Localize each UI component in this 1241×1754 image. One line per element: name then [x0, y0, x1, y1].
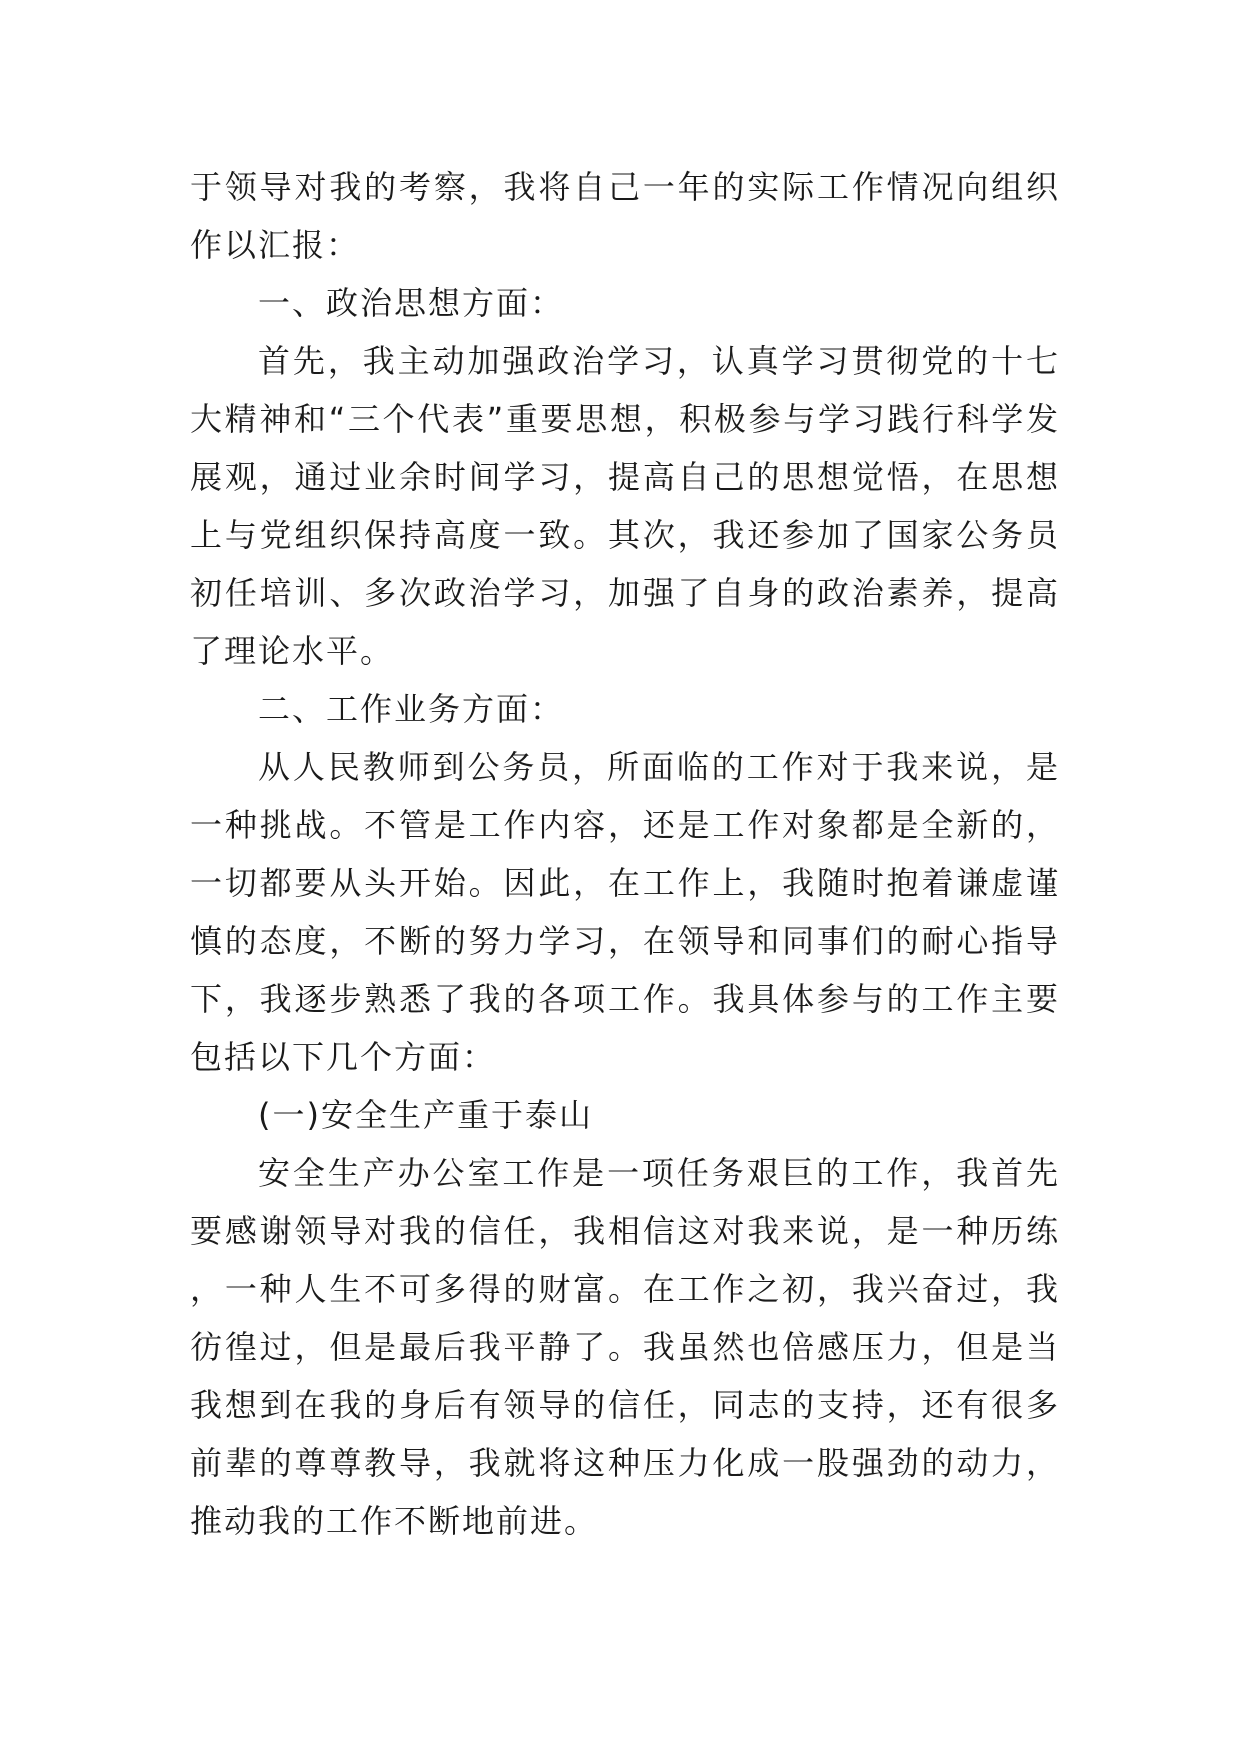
subsection-heading-safety: (一)安全生产重于泰山 — [258, 1096, 593, 1134]
section-heading-work: 二、工作业务方面： — [258, 690, 565, 728]
section-heading-political: 一、政治思想方面： — [258, 284, 565, 322]
paragraph-safety-office: 安全生产办公室工作是一项任务艰巨的工作，我首先要感谢领导对我的信任，我相信这对我来说，是一种历练，一种人生不可多得的财富。在工作之初，我兴奋过，我彷徨过，但是最后我平静了。我虽然也倍感压力，但是当我想到在我的身后有领导的信任，同志的支持，还有很多前辈的尊尊教导，我就将这种压力化成一股强劲的动力，推动我的工作不断地前进。 — [190, 1154, 1060, 1540]
paragraph-intro-continuation: 于领导对我的考察，我将自己一年的实际工作情况向组织作以汇报： — [190, 168, 1060, 264]
document-body — [190, 158, 1060, 1550]
paragraph-political-study: 首先，我主动加强政治学习，认真学习贯彻党的十七大精神和“三个代表”重要思想，积极参与学习践行科学发展观，通过业余时间学习，提高自己的思想觉悟，在思想上与党组织保持高度一致。其次，我还参加了国家公务员初任培训、多次政治学习，加强了自身的政治素养，提高了理论水平。 — [190, 342, 1060, 670]
paragraph-work-challenge: 从人民教师到公务员，所面临的工作对于我来说，是一种挑战。不管是工作内容，还是工作对象都是全新的，一切都要从头开始。因此，在工作上，我随时抱着谦虚谨慎的态度，不断的努力学习，在领导和同事们的耐心指导下，我逐步熟悉了我的各项工作。我具体参与的工作主要包括以下几个方面： — [190, 748, 1060, 1076]
